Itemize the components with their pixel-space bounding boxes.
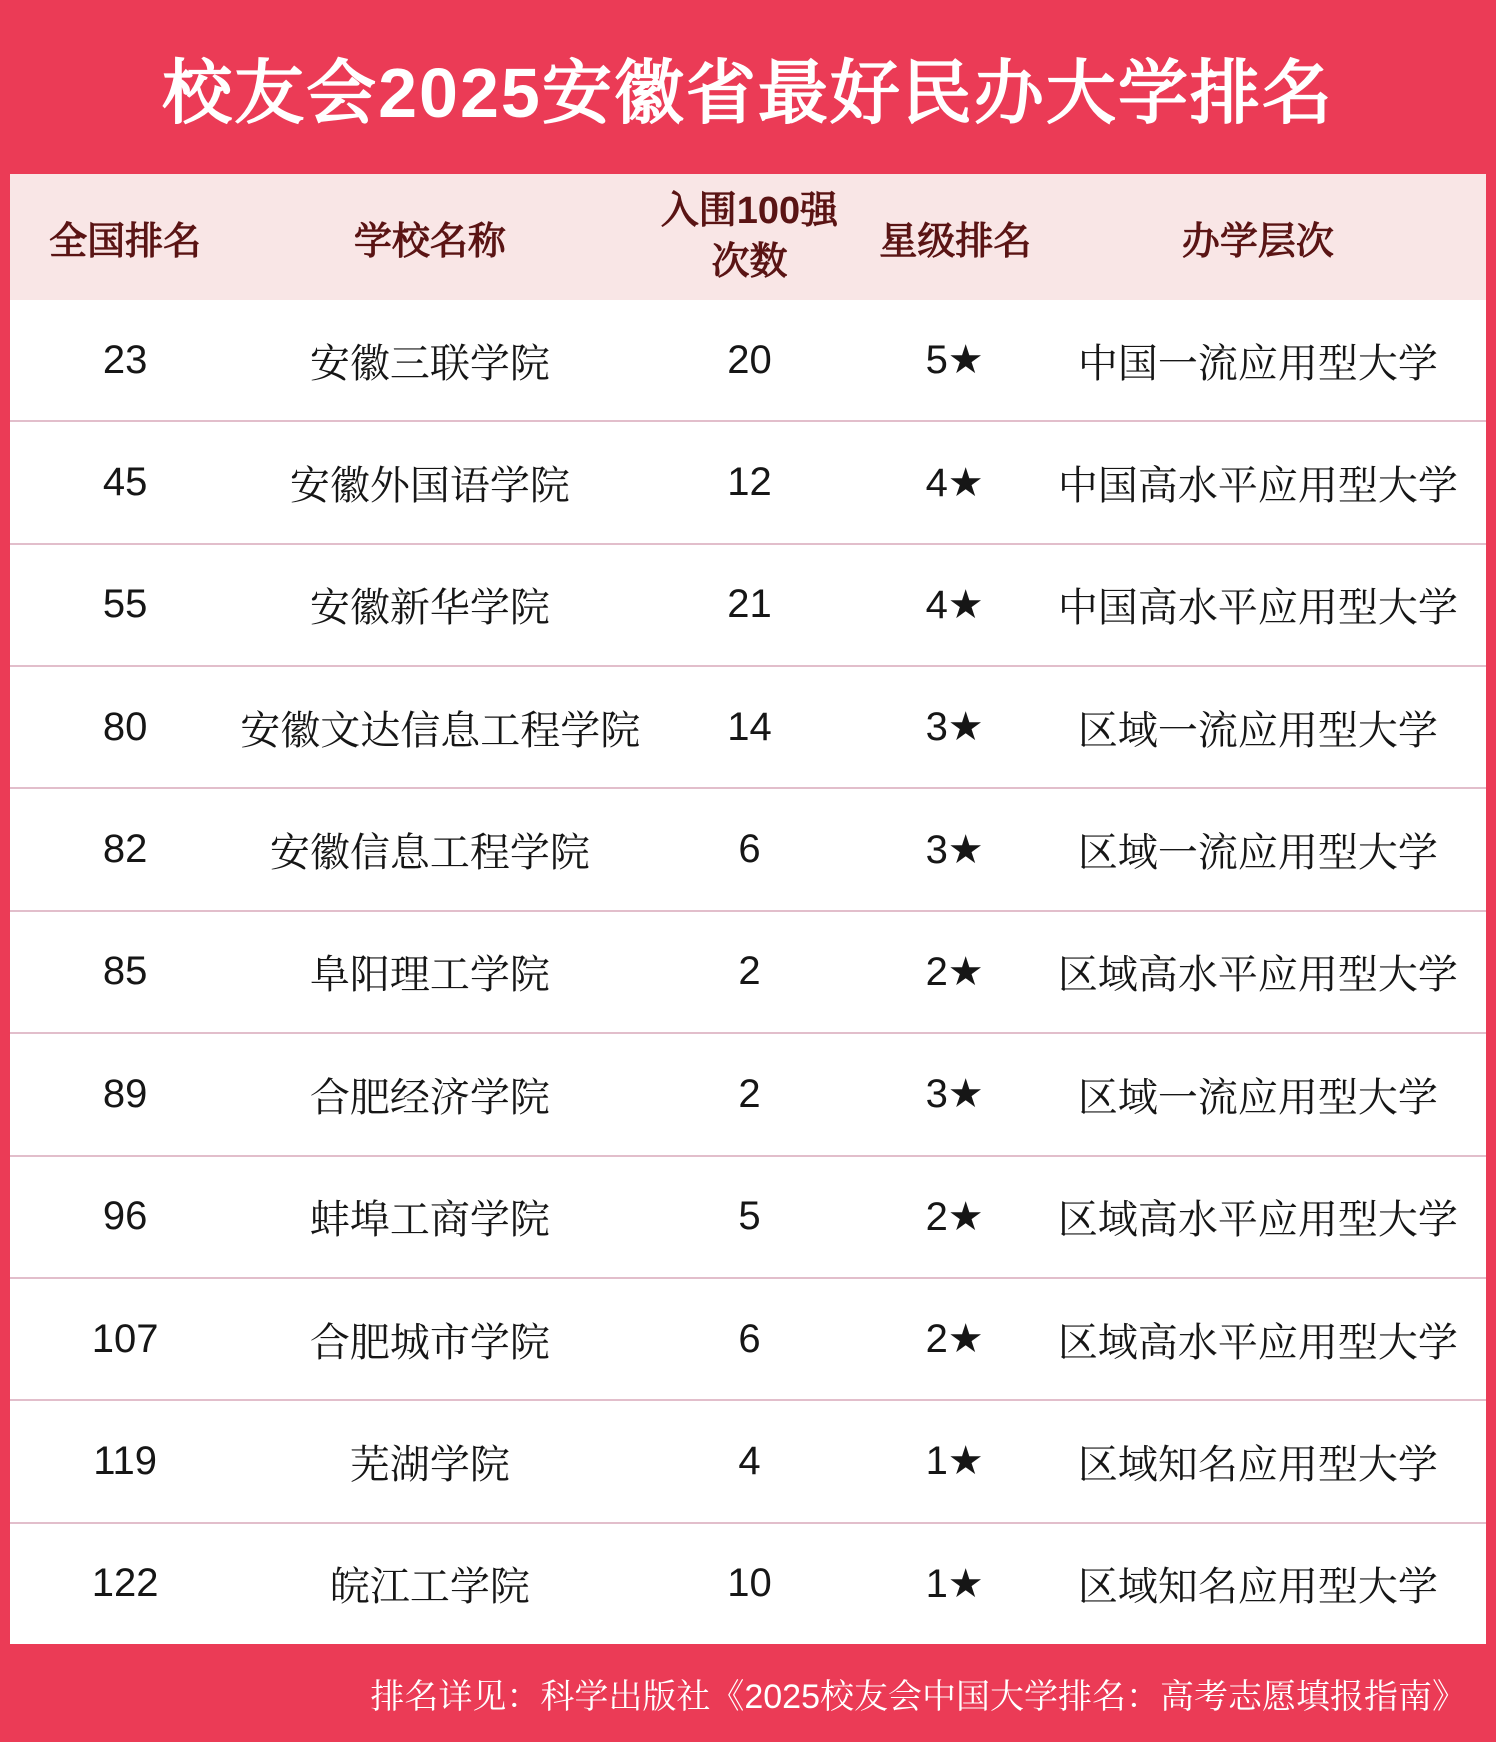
star-cell: 3★ [925, 1072, 984, 1117]
star-cell: 1★ [925, 1561, 984, 1606]
school-cell: 安徽新华学院 [309, 586, 550, 631]
school-cell: 合肥经济学院 [309, 1075, 550, 1120]
school-cell: 芜湖学院 [349, 1442, 510, 1487]
footer-note: 排名详见：科学出版社《2025校友会中国大学排名：高考志愿填报指南》 [370, 1677, 1466, 1716]
school-cell: 安徽信息工程学院 [269, 831, 590, 876]
rank-cell: 55 [102, 582, 148, 627]
school-cell: 合肥城市学院 [309, 1320, 550, 1365]
table-row [10, 543, 1486, 665]
footer-band [0, 1644, 1496, 1742]
star-cell: 4★ [925, 460, 984, 505]
star-cell: 3★ [925, 827, 984, 872]
school-cell: 蚌埠工商学院 [309, 1198, 550, 1243]
school-cell: 皖江工学院 [329, 1565, 530, 1610]
rank-cell: 82 [102, 827, 148, 872]
star-cell: 4★ [925, 582, 984, 627]
level-cell: 区域高水平应用型大学 [1057, 1198, 1458, 1243]
rank-cell: 96 [102, 1194, 148, 1239]
star-cell: 3★ [925, 705, 984, 750]
ranking-table [10, 174, 1486, 1644]
level-cell: 区域一流应用型大学 [1077, 708, 1438, 753]
level-cell: 区域知名应用型大学 [1077, 1565, 1438, 1610]
level-cell: 中国高水平应用型大学 [1057, 464, 1458, 509]
star-cell: 1★ [925, 1439, 984, 1484]
table-row [10, 1155, 1486, 1277]
column-header-times-line2: 次数 [711, 241, 788, 283]
rank-cell: 122 [91, 1561, 159, 1606]
table-row [10, 787, 1486, 909]
level-cell: 区域一流应用型大学 [1077, 1075, 1438, 1120]
column-header-school: 学校名称 [353, 220, 506, 263]
rank-cell: 107 [91, 1316, 159, 1361]
column-header-star: 星级排名 [879, 220, 1032, 263]
rank-cell: 45 [102, 460, 148, 505]
page-title: 校友会2025安徽省最好民办大学排名 [162, 53, 1334, 132]
times-cell: 2 [738, 1071, 761, 1116]
star-cell: 5★ [925, 338, 984, 383]
rank-cell: 23 [102, 337, 148, 382]
school-cell: 安徽三联学院 [309, 341, 550, 386]
column-header-times [620, 186, 880, 289]
table-row [10, 420, 1486, 542]
times-cell: 4 [738, 1438, 761, 1483]
rank-cell: 85 [102, 949, 148, 994]
star-cell: 2★ [925, 949, 984, 994]
table-row [10, 1277, 1486, 1399]
times-cell: 21 [727, 582, 772, 627]
school-cell: 安徽外国语学院 [289, 464, 570, 509]
table-header [10, 174, 1486, 300]
rank-cell: 80 [102, 704, 148, 749]
table-row [10, 1032, 1486, 1154]
title-band [0, 0, 1496, 174]
level-cell: 区域一流应用型大学 [1077, 831, 1438, 876]
level-cell: 中国高水平应用型大学 [1057, 586, 1458, 631]
table-row [10, 1522, 1486, 1644]
times-cell: 6 [738, 827, 761, 872]
level-cell: 区域知名应用型大学 [1077, 1442, 1438, 1487]
table-row [10, 910, 1486, 1032]
times-cell: 10 [727, 1561, 772, 1606]
times-cell: 20 [727, 337, 772, 382]
column-header-level: 办学层次 [1181, 220, 1334, 263]
times-cell: 6 [738, 1316, 761, 1361]
table-row [10, 665, 1486, 787]
school-cell: 安徽文达信息工程学院 [240, 708, 641, 753]
times-cell: 5 [738, 1194, 761, 1239]
table-row [10, 300, 1486, 420]
school-cell: 阜阳理工学院 [309, 953, 550, 998]
times-cell: 2 [738, 949, 761, 994]
level-cell: 区域高水平应用型大学 [1057, 1320, 1458, 1365]
column-header-times-line1: 入围100强 [660, 189, 839, 232]
column-header-rank: 全国排名 [49, 220, 202, 263]
times-cell: 14 [727, 704, 772, 749]
times-cell: 12 [727, 460, 772, 505]
rank-cell: 89 [102, 1071, 148, 1116]
star-cell: 2★ [925, 1194, 984, 1239]
table-body [10, 300, 1486, 1644]
table-row [10, 1399, 1486, 1521]
rank-cell: 119 [93, 1438, 158, 1483]
level-cell: 区域高水平应用型大学 [1057, 953, 1458, 998]
star-cell: 2★ [925, 1317, 984, 1362]
level-cell: 中国一流应用型大学 [1077, 341, 1438, 386]
